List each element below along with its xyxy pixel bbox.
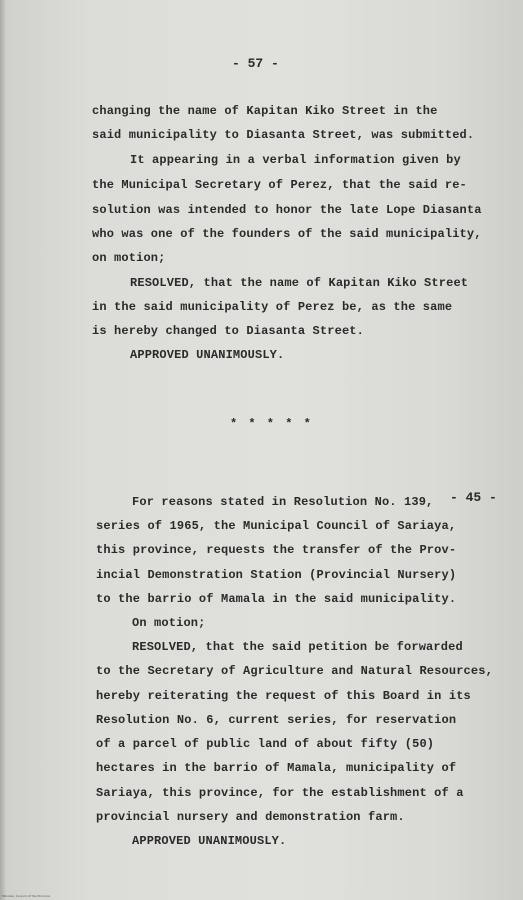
section-separator: * * * * * [230, 417, 313, 431]
archive-footer: Minutes, Council of the Province [2, 894, 51, 898]
text-line: to the barrio of Mamala in the said municipality. [96, 592, 457, 606]
text-line: APPROVED UNANIMOUSLY. [130, 348, 285, 362]
text-line: hereby reiterating the request of this Board in its [96, 689, 471, 703]
text-line: of a parcel of public land of about fifty (50) [96, 737, 435, 751]
text-line: hectares in the barrio of Mamala, municipality of [96, 761, 457, 775]
text-line: Sariaya, this province, for the establishment of a [96, 786, 464, 800]
page-binding-edge [0, 0, 6, 900]
text-line: said municipality to Diasanta Street, was submitted. [92, 128, 475, 142]
text-line: to the Secretary of Agriculture and Natural Resources, [96, 664, 493, 678]
text-line: incial Demonstration Station (Provincial Nursery) [96, 568, 457, 582]
text-line: on motion; [92, 251, 166, 265]
text-line: It appearing in a verbal information given by [130, 153, 461, 167]
text-line: the Municipal Secretary of Perez, that the said re- [92, 178, 467, 192]
margin-annotation: - 45 - [450, 490, 497, 505]
text-line: series of 1965, the Municipal Council of Sariaya, [96, 519, 457, 533]
text-line: who was one of the founders of the said municipality, [92, 227, 482, 241]
text-line: RESOLVED, that the name of Kapitan Kiko Street [130, 276, 469, 290]
text-line: changing the name of Kapitan Kiko Street in the [92, 104, 438, 118]
text-line: this province, requests the transfer of the Prov- [96, 543, 457, 557]
page-number: - 57 - [232, 56, 279, 71]
text-line: On motion; [132, 616, 206, 630]
text-line: provincial nursery and demonstration farm. [96, 810, 405, 824]
text-line: RESOLVED, that the said petition be forwarded [132, 640, 463, 654]
text-line: in the said municipality of Perez be, as the same [92, 300, 453, 314]
text-line: APPROVED UNANIMOUSLY. [132, 834, 287, 848]
text-line: solution was intended to honor the late Lope Diasanta [92, 203, 482, 217]
text-line: Resolution No. 6, current series, for reservation [96, 713, 457, 727]
text-line: For reasons stated in Resolution No. 139, [132, 495, 434, 509]
text-line: is hereby changed to Diasanta Street. [92, 324, 364, 338]
